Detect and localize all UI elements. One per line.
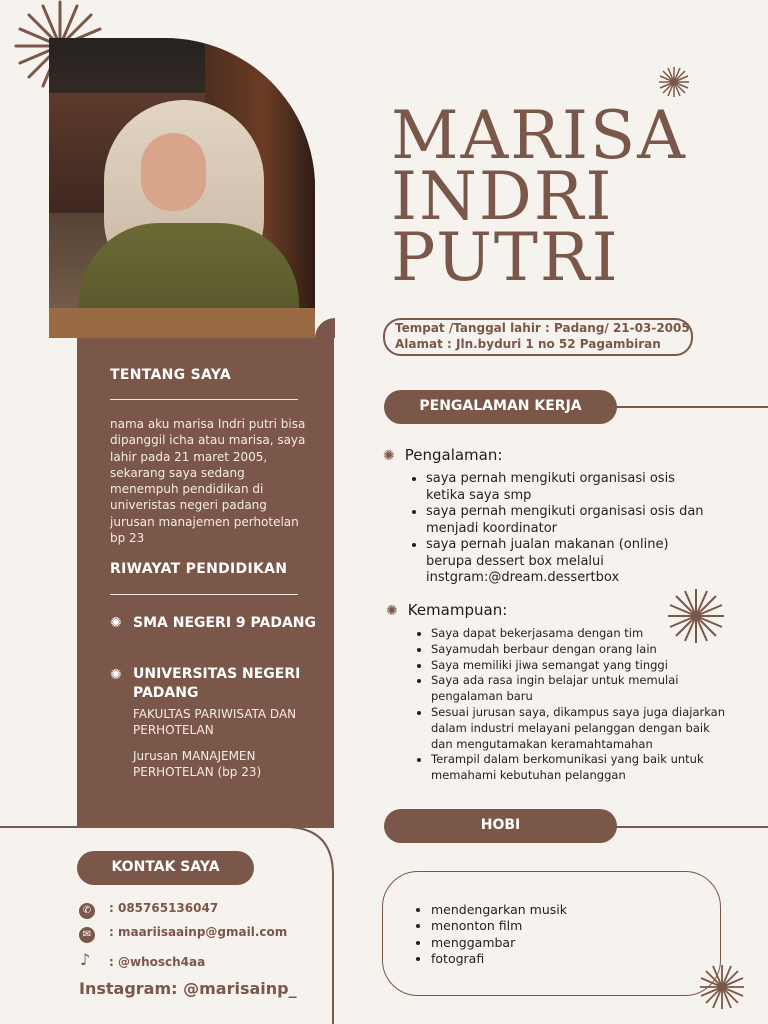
experience-item: • saya pernah mengikuti organisasi osis dan menjadi koordinator [426,504,716,537]
name-line-3: PUTRI [391,219,620,296]
profile-photo [49,38,315,338]
bullet-star-icon: ✺ [110,667,122,683]
experience-list [408,471,716,587]
bullet-star-icon: ✺ [386,603,398,619]
tiktok-icon: ♪ [80,950,91,969]
experience-item: • saya pernah jualan makanan (online) berupa dessert box melalui instgram:@dream.dessertbox [426,537,716,587]
phone-icon: ✆ [79,903,95,919]
hobby-item: • fotografi [431,951,681,967]
hobby-item: • menggambar [431,935,681,951]
hobby-divider [610,826,768,828]
contact-header: KONTAK SAYA [77,851,254,885]
bullet-star-icon: ✺ [110,615,122,631]
skills-list [413,626,731,784]
education-divider [110,594,298,595]
skill-item: • Terampil dalam berkomunikasi yang baik untuk memahami kebutuhan pelanggan [431,752,731,784]
school-2: UNIVERSITAS NEGERI PADANG [133,666,301,701]
instagram-handle[interactable]: Instagram: @marisainp_ [79,979,297,998]
work-experience-header: PENGALAMAN KERJA [384,390,617,424]
skills-heading: ✺ Kemampuan: [386,601,508,619]
about-title: TENTANG SAYA [110,367,232,383]
phone-number[interactable]: : 085765136047 [109,901,219,915]
email-address[interactable]: : maariisaainp@gmail.com [109,925,288,939]
email-icon: ✉ [79,927,95,943]
about-divider [110,399,298,400]
bullet-star-icon: ✺ [383,448,395,464]
skill-item: • Saya dapat bekerjasama dengan tim [431,626,731,642]
skill-item: • Saya memiliki jiwa semangat yang tinggi [431,658,731,674]
hobby-list [413,902,681,967]
hobby-item: • menonton film [431,918,681,934]
education-title: RIWAYAT PENDIDIKAN [110,561,288,577]
hobby-header: HOBI [384,809,617,843]
experience-item: • saya pernah mengikuti organisasi osis ketika saya smp [426,471,716,504]
school-1: SMA NEGERI 9 PADANG [133,615,317,631]
skill-item: • Saya ada rasa ingin belajar untuk memulai pengalaman baru [431,673,731,705]
name-line-1: MARISA [391,97,687,174]
sunburst-decor-icon [658,66,690,98]
address-info: Alamat : Jln.byduri 1 no 52 Pagambiran [395,337,661,351]
about-text: nama aku marisa Indri putri bisa dipanggil icha atau marisa, saya lahir pada 21 maret 2005, sekarang saya sedang menempuh pendidikan di univeristas negeri padang jurusan manajemen perhotelan bp 23 [110,417,306,546]
experience-heading: ✺ Pengalaman: [383,446,503,464]
tiktok-handle[interactable]: : @whosch4aa [109,955,206,969]
work-divider [610,406,768,408]
skill-item: • Sesuai jurusan saya, dikampus saya juga diajarkan dalam industri melayani pelanggan dengan baik dan mengutamakan keramahtamahan [431,705,731,752]
skill-item: • Sayamudah berbaur dengan orang lain [431,642,731,658]
name-line-2: INDRI [391,158,614,235]
school-2-major: Jurusan MANAJEMEN PERHOTELAN (bp 23) [133,749,262,779]
birth-info: Tempat /Tanggal lahir : Padang/ 21-03-2005 [395,321,690,335]
hobby-item: • mendengarkan musik [431,902,681,918]
school-2-faculty: FAKULTAS PARIWISATA DAN PERHOTELAN [133,707,297,737]
